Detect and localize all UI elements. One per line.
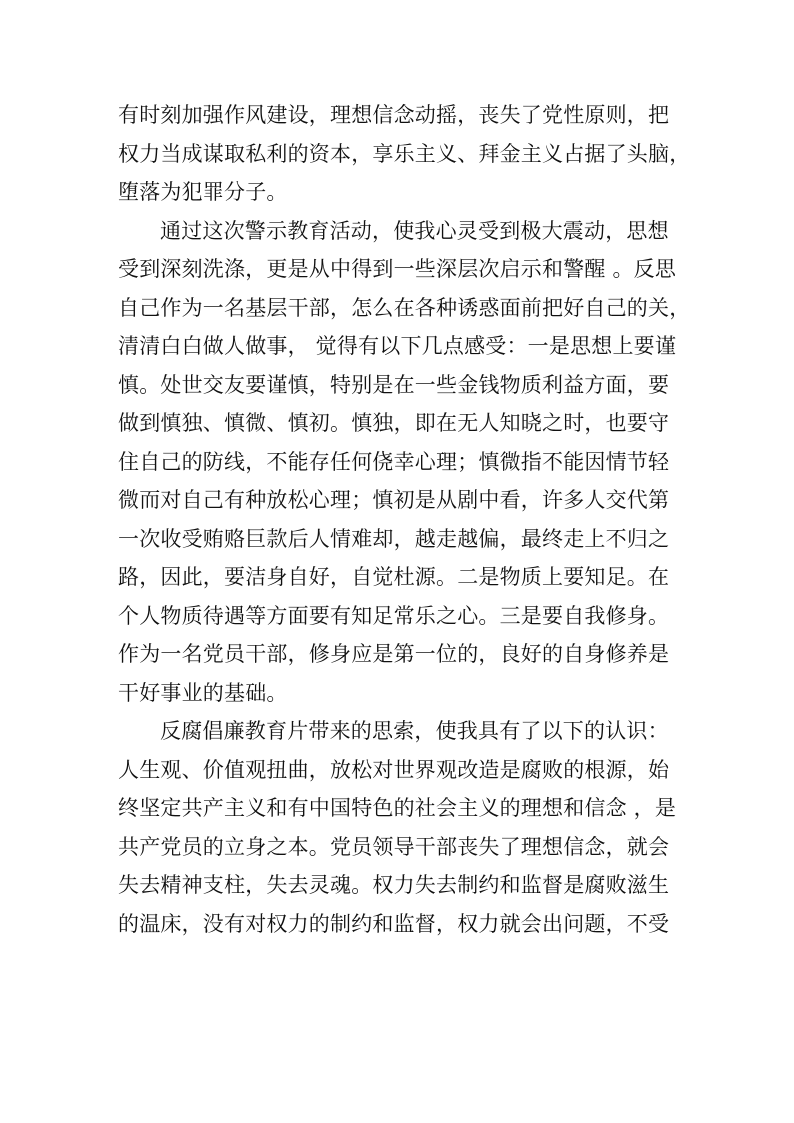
- text-line: 清清白白做人做事， 觉得有以下几点感受：一是思想上要谨: [118, 334, 677, 358]
- text-line: 失去精神支柱，失去灵魂。权力失去制约和监督是腐败滋生: [118, 873, 670, 897]
- text-line: 路，因此，要洁身自好，自觉杜源。二是物质上要知足。在: [118, 565, 670, 589]
- text-line: 做到慎独、慎微、慎初。慎独，即在无人知晓之时，也要守: [118, 411, 670, 435]
- text-line: 通过这次警示教育活动，使我心灵受到极大震动，思想: [160, 218, 669, 243]
- text-line: 自己作为一名基层干部，怎么在各种诱惑面前把好自己的关，: [118, 295, 691, 320]
- text-line: 干好事业的基础。: [118, 680, 288, 705]
- text-line: 作为一名党员干部，修身应是第一位的，良好的自身修养是: [118, 642, 670, 666]
- text-line: 终坚定共产主义和有中国特色的社会主义的理想和信念 ，是: [118, 796, 677, 820]
- text-line: 一次收受贿赂巨款后人情难却，越走越偏，最终走上不归之: [118, 526, 670, 551]
- text-line: 个人物质待遇等方面要有知足常乐之心。三是要自我修身。: [118, 603, 670, 628]
- document-body: [118, 96, 693, 943]
- text-line: 住自己的防线，不能存任何侥幸心理；慎微指不能因情节轻: [118, 449, 670, 474]
- text-line: 反腐倡廉教育片带来的思索，使我具有了以下的认识：: [160, 719, 669, 743]
- text-line: 的温床，没有对权力的制约和监督，权力就会出问题，不受: [118, 911, 670, 936]
- text-line: 受到深刻洗涤，更是从中得到一些深层次启示和警醒 。反思: [118, 257, 677, 281]
- text-line: 共产党员的立身之本。党员领导干部丧失了理想信念，就会: [118, 834, 670, 859]
- text-line: 人生观、价值观扭曲，放松对世界观改造是腐败的根源，始: [118, 757, 670, 782]
- text-line: 权力当成谋取私利的资本，享乐主义、拜金主义占据了头脑，: [118, 141, 691, 166]
- text-line: 堕落为犯罪分子。: [118, 180, 288, 204]
- text-line: 微而对自己有种放松心理；慎初是从剧中看，许多人交代第: [118, 488, 670, 512]
- text-line: 慎。处世交友要谨慎，特别是在一些金钱物质利益方面，要: [118, 372, 670, 397]
- text-line: 有时刻加强作风建设，理想信念动摇，丧失了党性原则，把: [118, 103, 670, 127]
